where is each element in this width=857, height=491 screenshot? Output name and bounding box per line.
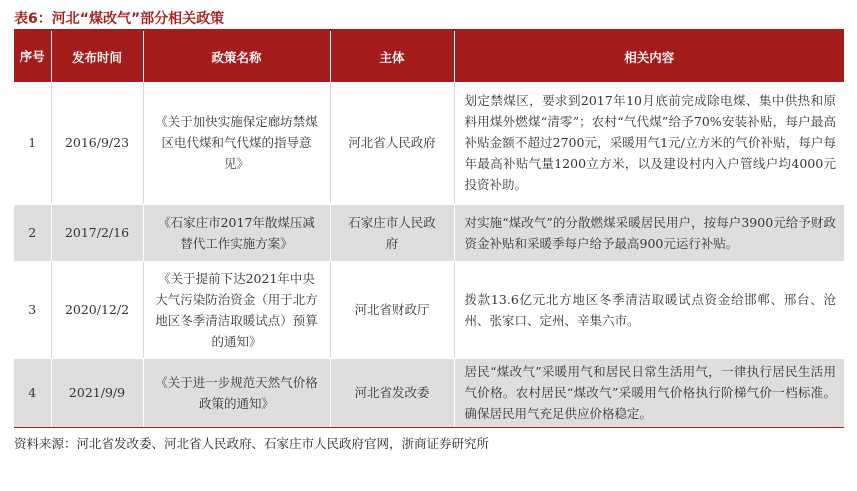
table-row xyxy=(14,82,844,204)
cell-index: 3 xyxy=(14,261,51,358)
cell-policy-name: 《关于加快实施保定廊坊禁煤区电代煤和气代煤的指导意见》 xyxy=(143,82,330,204)
table-bottom-rule xyxy=(14,427,844,428)
cell-content: 居民“煤改气”采暖用气和居民日常生活用气，一律执行居民生活用气价格。农村居民“煤改气”采暖用气价格执行阶梯气价一档标准。确保居民用气充足供应价格稳定。 xyxy=(454,358,844,427)
source-note: 资料来源：河北省发改委、河北省人民政府、石家庄市人民政府官网，浙商证券研究所 xyxy=(14,436,490,451)
header-policy-name: 政策名称 xyxy=(143,31,330,82)
cell-content: 拨款13.6亿元北方地区冬季清洁取暖试点资金给邯郸、邢台、沧州、张家口、定州、辛集六市。 xyxy=(454,261,844,358)
cell-content: 划定禁煤区，要求到2017年10月底前完成除电煤、集中供热和原料用煤外燃煤“清零”；农村“气代煤”给予70%安装补贴，每户最高补贴金额不超过2700元，采暖用气1元/立方米的气价补贴，每户每年最高补贴气量1200立方米，以及建设村内入户管线户均4000元投资补助。 xyxy=(454,82,844,204)
cell-index: 4 xyxy=(14,358,51,427)
table-row xyxy=(14,261,844,358)
cell-date: 2017/2/16 xyxy=(51,204,143,261)
policy-table xyxy=(14,31,844,428)
cell-date: 2020/12/2 xyxy=(51,261,143,358)
cell-index: 2 xyxy=(14,204,51,261)
table-row xyxy=(14,358,844,427)
header-row xyxy=(14,31,844,82)
header-subject: 主体 xyxy=(330,31,454,82)
table-body xyxy=(14,82,844,427)
cell-policy-name: 《关于进一步规范天然气价格政策的通知》 xyxy=(143,358,330,427)
header-date: 发布时间 xyxy=(51,31,143,82)
cell-index: 1 xyxy=(14,82,51,204)
header-index: 序号 xyxy=(14,31,51,82)
cell-subject: 石家庄市人民政府 xyxy=(330,204,454,261)
header-content: 相关内容 xyxy=(624,49,675,65)
table-row xyxy=(14,204,844,261)
cell-subject: 河北省人民政府 xyxy=(330,82,454,204)
cell-subject: 河北省发改委 xyxy=(330,358,454,427)
cell-subject: 河北省财政厅 xyxy=(330,261,454,358)
table-header xyxy=(14,31,844,82)
cell-policy-name: 《石家庄市2017年散煤压减替代工作实施方案》 xyxy=(143,204,330,261)
cell-date: 2021/9/9 xyxy=(51,358,143,427)
table-title: 表6：河北“煤改气”部分相关政策 xyxy=(14,11,225,27)
cell-date: 2016/9/23 xyxy=(51,82,143,204)
cell-content: 对实施“煤改气”的分散燃煤采暖居民用户，按每户3900元给予财政资金补贴和采暖季每户给予最高900元运行补贴。 xyxy=(454,204,844,261)
cell-policy-name: 《关于提前下达2021年中央大气污染防治资金（用于北方地区冬季清洁取暖试点）预算的通知》 xyxy=(143,261,330,358)
